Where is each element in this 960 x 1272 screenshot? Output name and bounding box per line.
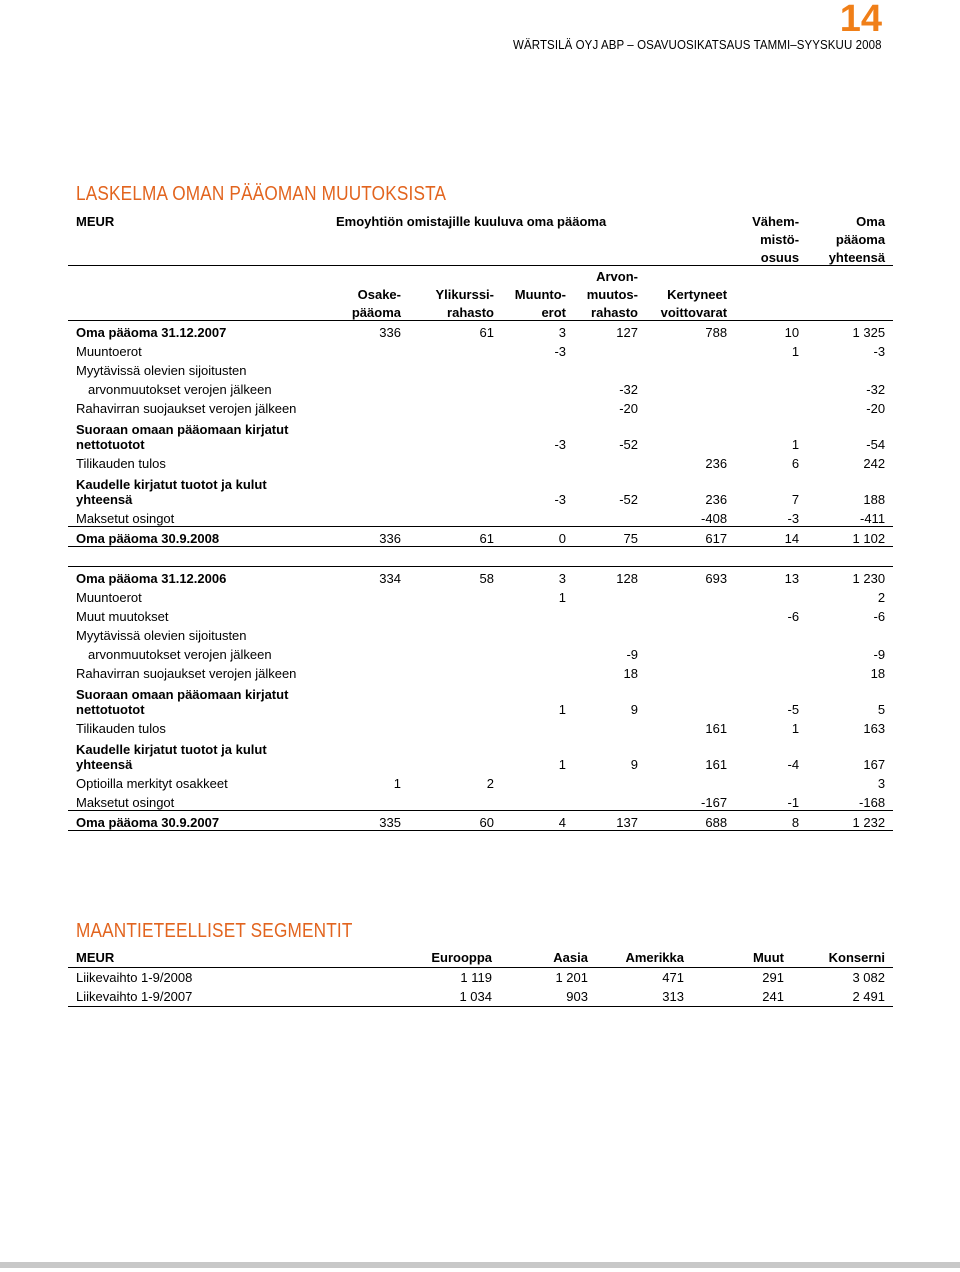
cell-value: -4	[787, 757, 800, 772]
cell-value: 10	[735, 321, 807, 341]
col-header-retained-3: voittovarat	[646, 302, 735, 321]
cell-value: 3	[502, 567, 574, 587]
row-label	[68, 681, 316, 717]
cell-value: -9	[873, 647, 886, 662]
cell-value	[574, 586, 646, 605]
minority-header-1: Vähem-	[752, 214, 800, 229]
cell-value: 1 325	[807, 321, 893, 341]
cell-value	[502, 624, 574, 643]
col-header-share-premium-2: Ylikurssi-	[435, 287, 494, 302]
cell-value: 2 491	[792, 987, 893, 1007]
row-label: Maksetut osingot	[76, 511, 175, 526]
cell-value	[574, 507, 646, 527]
cell-value	[316, 624, 409, 643]
cell-value	[574, 717, 646, 736]
col-header-translation-2: Muunto-	[514, 287, 566, 302]
cell-value	[409, 736, 502, 772]
cell-value: 313	[596, 987, 692, 1007]
cell-value	[574, 359, 646, 378]
cell-value: 1 201	[555, 970, 588, 985]
row-label	[68, 736, 316, 772]
cell-value	[316, 736, 409, 772]
cell-value	[502, 791, 574, 811]
table-row	[68, 507, 893, 527]
cell-value: 13	[735, 567, 807, 587]
cell-value: 3 082	[852, 970, 885, 985]
row-label: Maksetut osingot	[76, 795, 175, 810]
cell-value: 0	[502, 527, 574, 547]
column-header: MEUR	[68, 948, 388, 968]
table-row	[68, 340, 893, 359]
cell-value: 1 232	[807, 811, 893, 831]
row-label: Liikevaihto 1-9/2008	[76, 970, 193, 985]
minority-header-3: osuus	[735, 247, 807, 266]
group-header: Emoyhtiön omistajille kuuluva oma pääoma	[336, 214, 607, 229]
cell-value: 1	[791, 437, 800, 452]
cell-value	[502, 605, 574, 624]
cell-value	[409, 340, 502, 359]
row-label: Optioilla merkityt osakkeet	[76, 776, 228, 791]
cell-value	[574, 624, 646, 643]
cell-value	[646, 662, 735, 681]
cell-value	[409, 791, 502, 811]
cell-value	[502, 717, 574, 736]
cell-value	[409, 717, 502, 736]
row-label: Myytävissä olevien sijoitusten	[76, 628, 247, 643]
table-row	[68, 567, 893, 587]
col-header-retained-1	[646, 266, 735, 285]
col-header-fair-value-1: Arvon-	[596, 269, 638, 284]
table-row	[68, 471, 893, 507]
cell-value	[574, 340, 646, 359]
equity-section-title: LASKELMA OMAN PÄÄOMAN MUUTOKSISTA	[76, 183, 447, 205]
cell-value: 8	[735, 811, 807, 831]
segments-header-row	[68, 948, 893, 968]
cell-value: 161	[705, 721, 728, 736]
cell-value: 336	[316, 321, 409, 341]
cell-value: -3	[554, 437, 566, 452]
cell-value	[646, 378, 735, 397]
cell-value	[409, 681, 502, 717]
row-label: Tilikauden tulos	[76, 456, 166, 471]
cell-value	[502, 378, 574, 397]
cell-value: 788	[646, 321, 735, 341]
cell-value: 335	[316, 811, 409, 831]
cell-value	[646, 624, 735, 643]
running-header: WÄRTSILÄ OYJ ABP – OSAVUOSIKATSAUS TAMMI–SYYSKUU 2008	[513, 38, 882, 52]
row-label-line: nettotuotot	[76, 702, 145, 717]
cell-value: 9	[630, 757, 638, 772]
cell-value: 3	[502, 321, 574, 341]
row-label	[68, 471, 316, 507]
row-label: Muuntoerot	[76, 590, 142, 605]
segments-section-title: MAANTIETEELLISET SEGMENTIT	[76, 920, 353, 942]
cell-value	[502, 507, 574, 527]
cell-value: 75	[574, 527, 646, 547]
cell-value: 617	[646, 527, 735, 547]
cell-value	[502, 397, 574, 416]
cell-value	[735, 772, 807, 791]
cell-value: -32	[866, 382, 886, 397]
cell-value: -6	[873, 609, 886, 624]
cell-value: 14	[735, 527, 807, 547]
table-row	[68, 811, 893, 831]
cell-value: 334	[316, 567, 409, 587]
cell-value	[502, 662, 574, 681]
cell-value	[316, 452, 409, 471]
cell-value	[735, 643, 807, 662]
table-row	[68, 416, 893, 452]
cell-value: 61	[409, 527, 502, 547]
cell-value: 1	[558, 702, 566, 717]
column-header: Aasia	[500, 948, 596, 968]
table-row	[68, 605, 893, 624]
row-label	[68, 416, 316, 452]
cell-value: -9	[626, 647, 638, 662]
row-label: Tilikauden tulos	[76, 721, 166, 736]
cell-value: 1 119	[460, 970, 492, 985]
cell-value	[646, 605, 735, 624]
table-row	[68, 321, 893, 341]
cell-value: 336	[316, 527, 409, 547]
cell-value	[409, 507, 502, 527]
row-label: Liikevaihto 1-9/2007	[68, 987, 388, 1007]
row-label-line: nettotuotot	[76, 437, 145, 452]
cell-value	[409, 359, 502, 378]
cell-value	[409, 643, 502, 662]
cell-value: 161	[705, 757, 728, 772]
cell-value: -167	[701, 795, 728, 810]
cell-value: 18	[870, 666, 886, 681]
cell-value: 242	[863, 456, 886, 471]
cell-value	[735, 662, 807, 681]
table-row	[68, 643, 893, 662]
cell-value	[735, 586, 807, 605]
cell-value	[735, 359, 807, 378]
cell-value	[502, 359, 574, 378]
equity-block-2008	[68, 321, 893, 547]
cell-value: 128	[574, 567, 646, 587]
cell-value	[646, 643, 735, 662]
cell-value: -5	[787, 702, 800, 717]
cell-value: 6	[791, 456, 800, 471]
cell-value	[502, 452, 574, 471]
cell-value	[807, 359, 893, 378]
cell-value	[574, 791, 646, 811]
table-row	[68, 681, 893, 717]
col-header-share-capital-1	[316, 266, 409, 285]
row-label-line: Suoraan omaan pääomaan kirjatut	[76, 687, 289, 702]
footer-rule	[0, 1262, 960, 1268]
cell-value	[409, 605, 502, 624]
cell-value	[409, 452, 502, 471]
cell-value: 1	[558, 757, 566, 772]
cell-value: 58	[409, 567, 502, 587]
table-row	[68, 662, 893, 681]
cell-value: -168	[859, 795, 886, 810]
table-row	[68, 586, 893, 605]
cell-value: 2	[877, 590, 886, 605]
row-label: arvonmuutokset verojen jälkeen	[88, 647, 272, 662]
cell-value: 1 034	[388, 987, 500, 1007]
cell-value	[735, 624, 807, 643]
cell-value	[409, 416, 502, 452]
col-header-translation-3: erot	[502, 302, 574, 321]
table-row	[68, 791, 893, 811]
cell-value: 1	[558, 590, 566, 605]
cell-value	[316, 586, 409, 605]
cell-value: -54	[866, 437, 886, 452]
col-header-share-premium-1	[409, 266, 502, 285]
minority-header-2: mistö-	[760, 232, 800, 247]
cell-value	[316, 717, 409, 736]
cell-value: 1 102	[807, 527, 893, 547]
cell-value: 903	[500, 987, 596, 1007]
cell-value	[409, 471, 502, 507]
cell-value: 236	[705, 456, 728, 471]
table-row	[68, 452, 893, 471]
cell-value	[502, 772, 574, 791]
row-label-line: Kaudelle kirjatut tuotot ja kulut	[76, 477, 267, 492]
cell-value: -408	[701, 511, 728, 526]
cell-value: -20	[866, 401, 886, 416]
cell-value: 61	[409, 321, 502, 341]
table-row	[68, 397, 893, 416]
cell-value: 1	[393, 776, 401, 791]
row-label: Rahavirran suojaukset verojen jälkeen	[76, 401, 297, 416]
row-label: Myytävissä olevien sijoitusten	[76, 363, 247, 378]
cell-value: -411	[860, 511, 886, 526]
col-header-fair-value-3: rahasto	[574, 302, 646, 321]
table-row	[68, 624, 893, 643]
cell-value: -32	[619, 382, 638, 397]
row-label: Muut muutokset	[76, 609, 169, 624]
table-row	[68, 527, 893, 547]
cell-value	[316, 416, 409, 452]
row-label: arvonmuutokset verojen jälkeen	[88, 382, 272, 397]
col-header-share-capital-3: pääoma	[316, 302, 409, 321]
column-header: Amerikka	[596, 948, 692, 968]
cell-value: 163	[863, 721, 886, 736]
cell-value: 688	[646, 811, 735, 831]
row-label: Oma pääoma 30.9.2008	[68, 527, 316, 547]
table-row	[68, 772, 893, 791]
cell-value: 1	[791, 721, 800, 736]
cell-value	[646, 359, 735, 378]
cell-value	[574, 605, 646, 624]
cell-value	[409, 662, 502, 681]
page-number: 14	[839, 0, 882, 40]
cell-value	[316, 397, 409, 416]
cell-value: 471	[662, 970, 684, 985]
cell-value: 241	[692, 987, 792, 1007]
cell-value: 5	[877, 702, 886, 717]
col-header-retained-2: Kertyneet	[667, 287, 728, 302]
cell-value: 188	[863, 492, 886, 507]
cell-value	[316, 340, 409, 359]
cell-value: 1 230	[807, 567, 893, 587]
meur-label: MEUR	[76, 214, 115, 229]
col-header-share-premium-3: rahasto	[409, 302, 502, 321]
column-header: Konserni	[792, 948, 893, 968]
cell-value	[316, 471, 409, 507]
cell-value: 1	[791, 344, 800, 359]
column-header: Muut	[692, 948, 792, 968]
cell-value: 4	[502, 811, 574, 831]
col-header-fair-value-2: muutos-	[586, 287, 638, 302]
cell-value: 236	[705, 492, 728, 507]
cell-value: -20	[619, 401, 638, 416]
cell-value	[502, 643, 574, 662]
cell-value	[409, 586, 502, 605]
cell-value: 9	[630, 702, 638, 717]
cell-value: -52	[619, 492, 638, 507]
cell-value: -1	[787, 795, 800, 810]
cell-value	[409, 378, 502, 397]
table-row	[68, 736, 893, 772]
cell-value: 18	[623, 666, 638, 681]
cell-value	[316, 359, 409, 378]
cell-value: -3	[787, 511, 800, 526]
cell-value: -3	[554, 344, 566, 359]
row-label: Muuntoerot	[76, 344, 142, 359]
row-label-line: yhteensä	[76, 757, 133, 772]
total-header-3: yhteensä	[807, 247, 893, 266]
cell-value: -52	[619, 437, 638, 452]
table-row	[68, 987, 893, 1007]
col-header-share-capital-2: Osake-	[357, 287, 401, 302]
cell-value	[735, 378, 807, 397]
cell-value: 2	[486, 776, 494, 791]
cell-value: 291	[762, 970, 784, 985]
segments-table	[68, 948, 893, 1007]
total-header-2: pääoma	[835, 232, 886, 247]
cell-value	[316, 643, 409, 662]
cell-value	[409, 624, 502, 643]
cell-value	[646, 681, 735, 717]
cell-value	[646, 397, 735, 416]
row-label-line: Suoraan omaan pääomaan kirjatut	[76, 422, 289, 437]
cell-value: 60	[409, 811, 502, 831]
cell-value	[316, 662, 409, 681]
column-header: Eurooppa	[388, 948, 500, 968]
cell-value: 137	[574, 811, 646, 831]
cell-value: 167	[863, 757, 886, 772]
table-row	[68, 968, 893, 988]
cell-value: 7	[791, 492, 800, 507]
table-row	[68, 359, 893, 378]
row-label: Rahavirran suojaukset verojen jälkeen	[76, 666, 297, 681]
cell-value	[574, 772, 646, 791]
row-label: Oma pääoma 31.12.2007	[68, 321, 316, 341]
cell-value	[807, 624, 893, 643]
cell-value	[646, 340, 735, 359]
cell-value	[735, 397, 807, 416]
row-label: Oma pääoma 30.9.2007	[68, 811, 316, 831]
cell-value	[409, 397, 502, 416]
table-row	[68, 378, 893, 397]
cell-value: 127	[574, 321, 646, 341]
equity-block-2007	[68, 567, 893, 831]
table-row	[68, 717, 893, 736]
cell-value	[316, 378, 409, 397]
cell-value	[574, 452, 646, 471]
row-label-line: Kaudelle kirjatut tuotot ja kulut	[76, 742, 267, 757]
cell-value	[646, 772, 735, 791]
cell-value	[316, 681, 409, 717]
cell-value	[316, 507, 409, 527]
cell-value	[316, 605, 409, 624]
cell-value: 693	[646, 567, 735, 587]
equity-changes-table	[68, 211, 893, 831]
cell-value	[646, 586, 735, 605]
cell-value	[646, 416, 735, 452]
row-label: Oma pääoma 31.12.2006	[68, 567, 316, 587]
cell-value: -3	[873, 344, 886, 359]
row-label-line: yhteensä	[76, 492, 133, 507]
cell-value: -3	[554, 492, 566, 507]
cell-value: 3	[877, 776, 886, 791]
cell-value	[316, 791, 409, 811]
cell-value: -6	[787, 609, 800, 624]
total-header-1: Oma	[856, 214, 886, 229]
col-header-translation-1	[502, 266, 574, 285]
